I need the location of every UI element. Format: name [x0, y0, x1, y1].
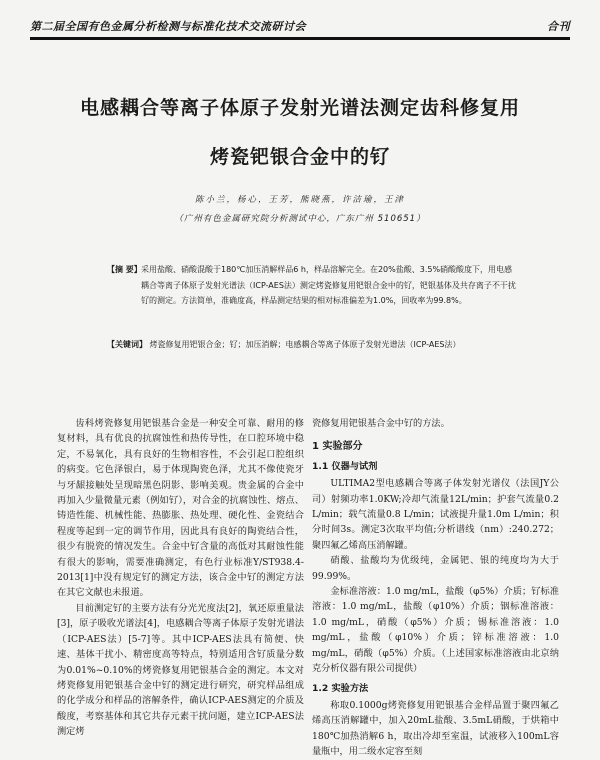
intro-paragraph-2: 目前测定钌的主要方法有分光光度法[2]，氧还原重量法[3]，原子吸收光谱法[4]，电感耦合等离子体原子发射光谱法（ICP-AES法）[5-7]等。其中ICP-AES法具有简便、快速、基体干扰小、精密度高等特点，特别适用含钌质量分数为0.01%~0.10%的烤瓷修复用钯银基合金的测定。本文对烤瓷修复用钯银基合金中钌的测定进行研究，研究样品组成的化学成分和样品的溶解条件，确认ICP-AES测定的介质及酸度，考察基体和其它共存元素干扰问题，建立ICP-AES法测定烤 [57, 602, 304, 738]
reagent-paragraph: 硝酸、盐酸均为优级纯，金属钯、银的纯度均为大于99.99%。 [312, 555, 559, 582]
intro-tail: 瓷修复用钯银基合金中钌的方法。 [312, 418, 450, 429]
keywords-label: 【关键词】 [107, 340, 147, 349]
instrument-paragraph: ULTIMA2型电感耦合等离子体发射光谱仪（法国JY公司）射频功率1.0KW;冷却气流量12L/min；护套气流量0.2 L/min；载气流量0.8 L/min；试液提升量1.0m L/min；积分时间3s。测定3次取平均值;分析谱线（nm）:240.272；聚四氟乙烯高压消解罐。 [312, 478, 559, 551]
section-heading-instruments: 1.1 仪器与试剂 [312, 460, 378, 472]
right-column [312, 416, 559, 760]
affiliation: （广州有色金属研究院分析测试中心，广东广州 510651） [174, 214, 426, 224]
section-heading-method: 1.2 实验方法 [312, 682, 369, 694]
abstract-label: 【摘 要】 [107, 265, 142, 274]
article-title-line-2: 烤瓷钯银合金中的钌 [209, 146, 390, 168]
method-paragraph: 称取0.1000g烤瓷修复用钯银基合金样品置于聚四氟乙烯高压消解罐中，加入20mL盐酸、3.5mL硝酸，于烘箱中180℃加热消解6 h，取出冷却至室温，试液移入100mL容量瓶中，用二级水定容至刻 [312, 699, 559, 758]
left-column [57, 416, 304, 740]
keywords-text: 烤瓷修复用钯银合金；钌；加压消解；电感耦合等离子体原子发射光谱法（ICP-AES法） [149, 340, 461, 349]
issue-mark: 合刊 [547, 20, 570, 33]
standard-solutions-paragraph: 金标准溶液：1.0 mg/mL，盐酸（φ5%）介质；钌标准溶液：1.0 mg/mL，盐酸（φ10%）介质；铟标准溶液：1.0 mg/mL，硝酸（φ5%）介质；锡标准溶液：1.0 mg/mL，盐酸（φ10%）介质；锌标准溶液：1.0 mg/mL，硝酸（φ5%）介质。（上述国家标准溶液由北京纳克分析仪器有限公司提供） [312, 586, 559, 675]
conference-name: 第二届全国有色金属分析检测与标准化技术交流研讨会 [30, 20, 306, 33]
header-rule [30, 37, 570, 40]
abstract-text: 采用盐酸、硝酸混酸于180℃加压消解样品6 h，样品溶解完全。在20%盐酸、3.5%硝酸酸度下，用电感耦合等离子体原子发射光谱法（ICP-AES法）测定烤瓷修复用钯银合金中的钌，钯银基体及共存离子不干扰钌的测定。方法简单，准确度高，样品测定结果的相对标准偏差为1.0%，回收率为99.8%。 [141, 265, 516, 305]
intro-paragraph-1: 齿科烤瓷修复用钯银基合金是一种安全可靠、耐用的修复材料，具有优良的抗腐蚀性和热传导性，在口腔环境中稳定，不易氧化，具有良好的生物相容性，不会引起口腔组织的病变。它色泽银白，易于体现陶瓷色泽，尤其不像使瓷牙与牙龈接触处呈现暗黑色阴影、影响美观。贵金属的合金中再加入少量微量元素（例如钌），对合金的抗腐蚀性、熔点、铸造性能、机械性能、热膨胀、热处理、硬化性、金瓷结合程度等起到一定的调节作用，因此具有良好的陶瓷结合性，很少有脱瓷的情况发生。合金中钌含量的高低对其耐蚀性能有很大的影响，需要准确测定，有色行业标准Y/ST938.4-2013[1]中没有规定钌的测定方法，该合金中钌的测定方法在其它文献也未报道。 [57, 418, 304, 599]
author-list: 陈小兰，杨心，王芳，熊晓燕，许洁瑜，王津 [194, 195, 405, 205]
section-heading-experimental: 1 实验部分 [312, 441, 363, 453]
keywords [107, 338, 567, 352]
article-title-line-1: 电感耦合等离子体原子发射光谱法测定齿科修复用 [79, 97, 520, 119]
abstract [107, 262, 517, 309]
running-header [30, 18, 570, 34]
